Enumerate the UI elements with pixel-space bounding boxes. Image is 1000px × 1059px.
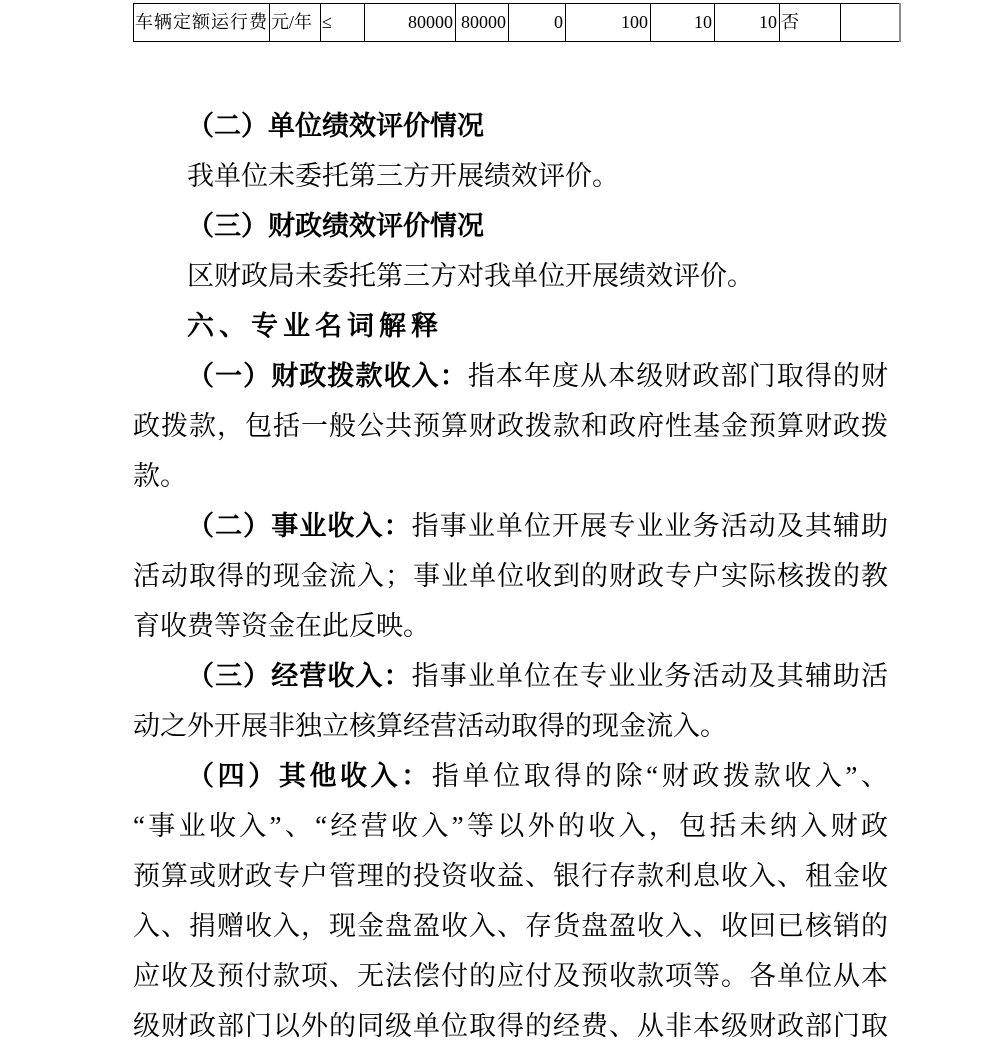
term2-line1: [133, 501, 888, 551]
cell-flag: 否: [780, 4, 841, 42]
section-heading-terms: 六、专业名词解释: [187, 311, 443, 341]
subheading-unit-evaluation: （二）单位绩效评价情况: [187, 111, 484, 141]
term4-line4: 入、捐赠收入，现金盘盈收入、存货盘盈收入、收回已核销的: [133, 911, 888, 941]
para-fiscal-evaluation: 区财政局未委托第三方对我单位开展绩效评价。: [187, 261, 754, 291]
term4-line6: 级财政部门以外的同级单位取得的经费、从非本级财政部门取: [133, 1011, 888, 1041]
term2-title: （二）事业收入：: [187, 511, 412, 541]
subheading-fiscal-evaluation: （三）财政绩效评价情况: [187, 211, 484, 241]
term4-title: （四）其他收入：: [187, 761, 432, 791]
cell-unit: 元/年: [270, 4, 321, 42]
para-unit-evaluation: 我单位未委托第三方开展绩效评价。: [187, 161, 619, 191]
cell-rate-value: 100: [566, 4, 651, 42]
cell-score-value: 10: [715, 4, 780, 42]
term4-line3: 预算或财政专户管理的投资收益、银行存款利息收入、租金收: [133, 861, 888, 891]
term1-text: 指本年度从本级财政部门取得的财: [467, 361, 888, 391]
term2-line2: 活动取得的现金流入；事业单位收到的财政专户实际核拨的教: [133, 561, 888, 591]
term1-line3: 款。: [133, 461, 187, 491]
term4-line2: “事业收入”、“经营收入”等以外的收入，包括未纳入财政: [133, 811, 888, 841]
cell-target-value: 80000: [365, 4, 456, 42]
term4-text: 指单位取得的除“财政拨款收入”、: [431, 761, 888, 791]
term1-title: （一）财政拨款收入：: [187, 361, 468, 391]
term3-line1: [133, 651, 888, 701]
cell-deviation-value: 0: [509, 4, 566, 42]
cell-operator: ≤: [321, 4, 365, 42]
indicator-table: [133, 3, 901, 42]
term3-text: 指事业单位在专业业务活动及其辅助活: [411, 661, 888, 691]
document-body: [133, 101, 888, 1051]
cell-empty: [841, 4, 900, 42]
cell-weight-value: 10: [651, 4, 715, 42]
term2-text: 指事业单位开展专业业务活动及其辅助: [411, 511, 888, 541]
cell-indicator-name: 车辆定额运行费: [134, 4, 270, 42]
term4-line1: [133, 751, 888, 801]
table-row: [134, 4, 900, 42]
term3-line2: 动之外开展非独立核算经营活动取得的现金流入。: [133, 711, 727, 741]
term1-line2: 政拨款，包括一般公共预算财政拨款和政府性基金预算财政拨: [133, 411, 888, 441]
cell-actual-value: 80000: [456, 4, 509, 42]
term4-line5: 应收及预付款项、无法偿付的应付及预收款项等。各单位从本: [133, 961, 888, 991]
term3-title: （三）经营收入：: [187, 661, 412, 691]
term1-line1: [133, 351, 888, 401]
term2-line3: 育收费等资金在此反映。: [133, 611, 430, 641]
